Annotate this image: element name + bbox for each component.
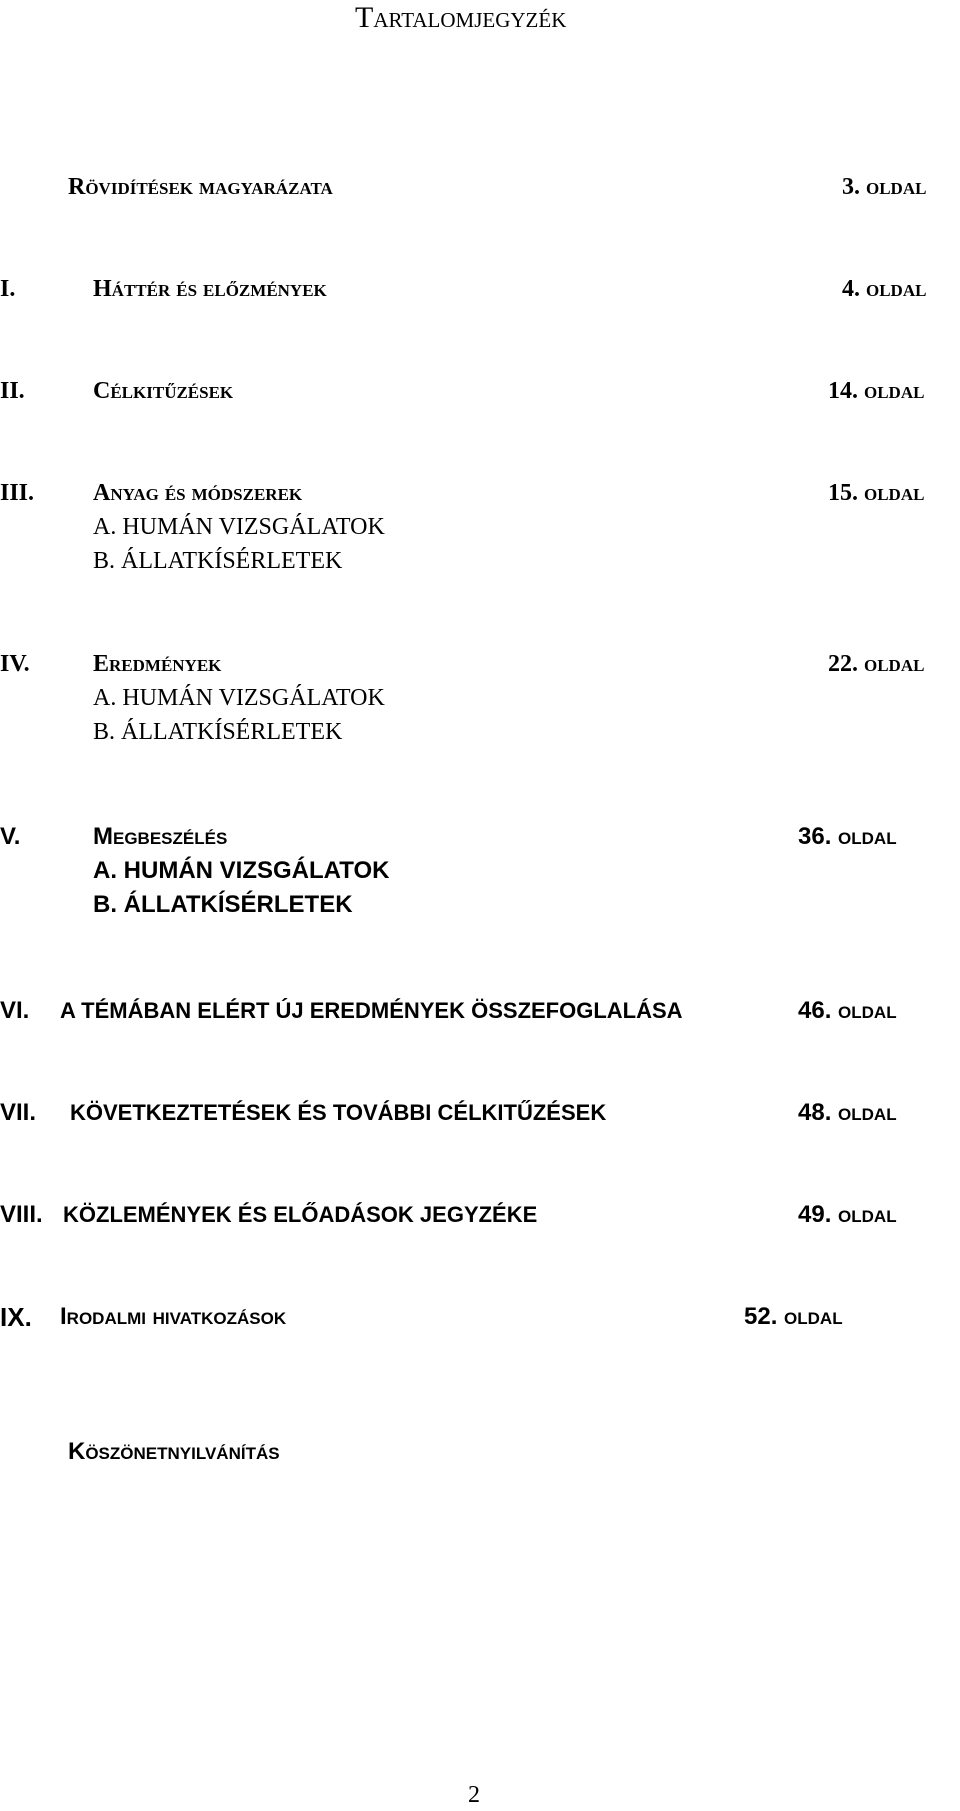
toc-subentry: B. ÁLLATKÍSÉRLETEK [93,719,343,745]
toc-entry-number: I. [0,276,16,302]
toc-entry-label: Háttér és előzmények [93,276,327,302]
toc-entry-label: Anyag és módszerek [93,480,303,506]
toc-entry-label: Irodalmi hivatkozások [60,1303,287,1330]
toc-entry-page: 36. oldal [798,823,897,850]
page-number: 2 [468,1782,480,1808]
toc-entry-page: 4. oldal [842,276,927,302]
toc-entry-page: 14. oldal [828,378,925,404]
toc-entry-number: VII. [0,1099,37,1126]
toc-entry-label: Köszönetnyilvánítás [68,1438,280,1465]
toc-entry-number: VI. [0,997,30,1024]
toc-entry-number: II. [0,378,25,404]
toc-entry-label: KÖVETKEZTETÉSEK ÉS TOVÁBBI CÉLKITŰZÉSEK [70,1100,607,1125]
page-title: Tartalomjegyzék [355,1,567,34]
toc-entry-label: KÖZLEMÉNYEK ÉS ELŐADÁSOK JEGYZÉKE [63,1202,538,1227]
toc-entry-page: 52. oldal [744,1303,843,1330]
toc-subentry: A. HUMÁN VIZSGÁLATOK [93,857,390,884]
toc-entry-label: Célkitűzések [93,378,234,404]
toc-entry-page: 22. oldal [828,651,925,677]
toc-entry-page: 15. oldal [828,480,925,506]
toc-entry-number: IX. [0,1302,32,1332]
toc-entry-number: IV. [0,651,30,677]
toc-entry-label: Megbeszélés [93,823,228,850]
toc-subentry: B. ÁLLATKÍSÉRLETEK [93,891,353,918]
toc-entry-label: Rövidítések magyarázata [68,174,333,200]
toc-entry-label: A TÉMÁBAN ELÉRT ÚJ EREDMÉNYEK ÖSSZEFOGLALÁSA [60,998,683,1023]
toc-entry-number: III. [0,480,35,506]
toc-entry-page: 3. oldal [842,174,927,200]
toc-entry-page: 46. oldal [798,997,897,1024]
toc-entry-page: 48. oldal [798,1099,897,1126]
toc-subentry: A. HUMÁN VIZSGÁLATOK [93,514,385,540]
toc-entry-number: V. [0,823,21,850]
toc-subentry: B. ÁLLATKÍSÉRLETEK [93,548,343,574]
toc-entry-number: VIII. [0,1201,43,1228]
toc-entry-page: 49. oldal [798,1201,897,1228]
toc-subentry: A. HUMÁN VIZSGÁLATOK [93,685,385,711]
toc-entry-label: Eredmények [93,651,222,677]
